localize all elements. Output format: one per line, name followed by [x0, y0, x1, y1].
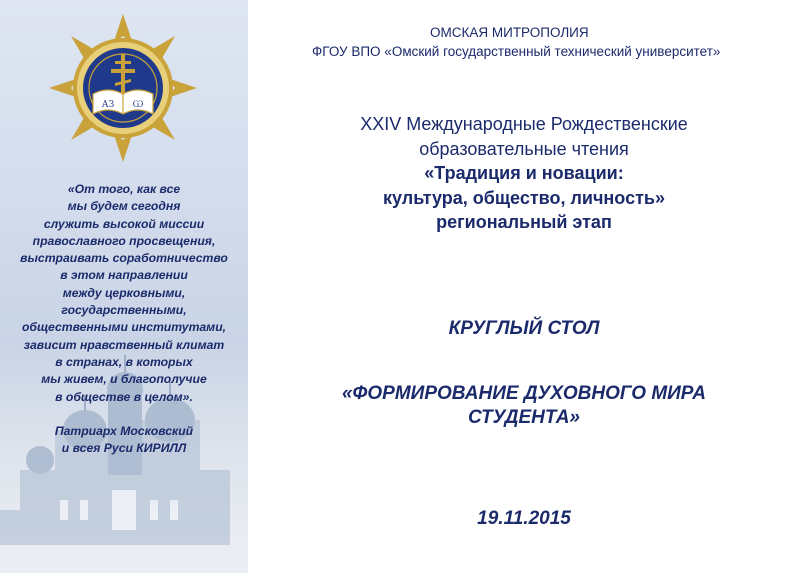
topic-line: «ФОРМИРОВАНИЕ ДУХОВНОГО МИРА [341, 383, 707, 404]
orthodox-cross-book-emblem-icon [49, 14, 197, 162]
org-university: ФГОУ ВПО «Омский государственный технический университет» [312, 44, 721, 59]
quote-line: мы живем, и благополучие [41, 372, 207, 387]
event-line: образовательные чтения [419, 138, 629, 159]
svg-text:АЗ: АЗ [101, 100, 115, 110]
event-date: 19.11.2015 [477, 508, 571, 529]
quote-line: в обществе в целом». [55, 389, 193, 404]
sidebar [0, 0, 248, 573]
quote-line: общественными институтами, [21, 320, 227, 335]
event-title [248, 112, 800, 235]
quote-line: в странах, в которых [55, 354, 193, 369]
svg-text:Ѡ: Ѡ [132, 100, 144, 110]
quote-line: зависит нравственный климат [23, 337, 225, 352]
org-metropolis: ОМСКАЯ МИТРОПОЛИЯ [430, 25, 589, 40]
quote-line: государственными, [61, 303, 187, 318]
quote-author-line: Патриарх Московский [54, 423, 194, 438]
main-content [248, 0, 800, 573]
quote-author-line: и всея Руси КИРИЛЛ [61, 441, 187, 456]
event-theme-line: культура, общество, личность» [383, 187, 665, 208]
quote-line: «От того, как все [67, 182, 181, 196]
quote-line: служить высокой миссии [43, 216, 205, 231]
topic-line: СТУДЕНТА» [467, 407, 581, 428]
topic-title [248, 382, 800, 430]
quote-spacer [0, 406, 248, 423]
quote-line: мы будем сегодня [67, 199, 181, 214]
quote-line: между церковными, [62, 285, 186, 300]
event-line: XXIV Международные Рождественские [360, 114, 688, 134]
quote-line: в этом направлении [60, 268, 188, 283]
event-theme-line: «Традиция и новации: [424, 163, 624, 183]
patriarch-quote [0, 181, 248, 457]
round-table-heading: КРУГЛЫЙ СТОЛ [448, 318, 600, 339]
quote-line: православного просвещения, [32, 233, 216, 248]
event-stage-line: региональный этап [436, 212, 612, 232]
quote-line: выстраивать соработничество [20, 251, 228, 266]
